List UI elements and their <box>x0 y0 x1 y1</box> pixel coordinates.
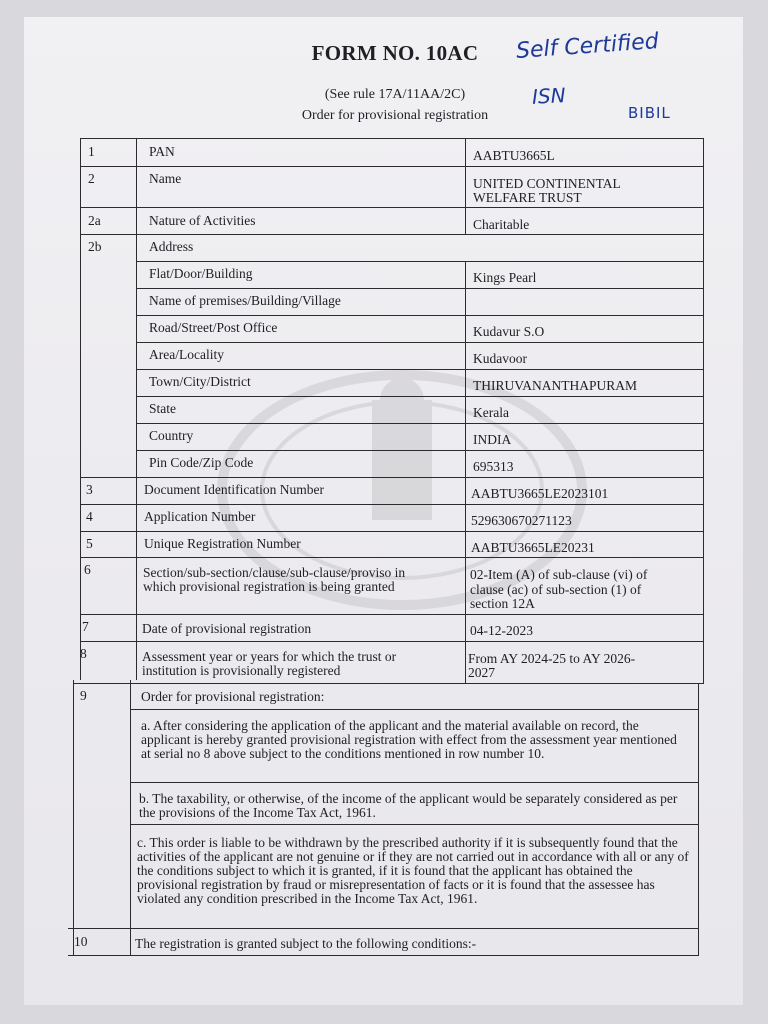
town-value: THIRUVANANTHAPURAM <box>473 378 638 393</box>
row-3-value: AABTU3665LE2023101 <box>471 486 609 501</box>
self-certified-note: Self Certified <box>515 29 660 64</box>
row-6-label-line2: which provisional registration is being granted <box>143 579 395 594</box>
row-4-value: 529630670271123 <box>471 513 572 528</box>
row-4-label: Application Number <box>144 509 256 524</box>
row-7-label: Date of provisional registration <box>142 621 312 636</box>
row-5-label: Unique Registration Number <box>144 536 301 551</box>
row-8-value-line2: 2027 <box>468 665 495 680</box>
form-rule: (See rule 17A/11AA/2C) <box>324 87 466 102</box>
town-label: Town/City/District <box>149 374 251 389</box>
row-5-number: 5 <box>86 536 93 551</box>
row-2b-label: Address <box>149 239 194 254</box>
form-title: FORM NO. 10AC <box>311 41 479 65</box>
row-8-label-line2: institution is provisionally registered <box>142 663 341 678</box>
row-2-value-line2: WELFARE TRUST <box>473 190 582 205</box>
row-1-value: AABTU3665L <box>473 148 555 163</box>
row-8-value-line1: From AY 2024-25 to AY 2026- <box>468 651 636 666</box>
row-2b-number: 2b <box>88 239 102 254</box>
row-4-number: 4 <box>86 509 93 524</box>
pin-value: 695313 <box>473 459 514 474</box>
form-subtitle: Order for provisional registration <box>301 108 489 123</box>
row-9-label: Order for provisional registration: <box>141 689 325 704</box>
state-value: Kerala <box>473 405 509 420</box>
road-label: Road/Street/Post Office <box>149 320 278 335</box>
premises-label: Name of premises/Building/Village <box>149 293 341 308</box>
row-6-value-line3: section 12A <box>470 596 535 611</box>
row-2a-label: Nature of Activities <box>149 213 256 228</box>
row-1-number: 1 <box>88 144 95 159</box>
row-3-label: Document Identification Number <box>144 482 324 497</box>
flat-value: Kings Pearl <box>473 270 537 285</box>
row-5-value: AABTU3665LE20231 <box>471 540 595 555</box>
pin-label: Pin Code/Zip Code <box>149 455 254 470</box>
row-9-clause-a: a. After considering the application of the applicant and the material available on record, the applicant is hereby granted provisional registration with effect from the assessment year mentioned at serial no 8 above subject to the conditions mentioned in row number 10. <box>141 718 677 761</box>
row-2-label: Name <box>149 171 182 186</box>
area-label: Area/Locality <box>149 347 224 362</box>
flat-label: Flat/Door/Building <box>149 266 253 281</box>
row-7-number: 7 <box>82 619 89 634</box>
row-6-value-line1: 02-Item (A) of sub-clause (vi) of <box>470 567 648 582</box>
road-value: Kudavur S.O <box>473 324 545 339</box>
row-6-value-line2: clause (ac) of sub-section (1) of <box>470 582 642 597</box>
handwritten-signature: ISN <box>531 83 567 109</box>
row-10-number: 10 <box>74 934 88 949</box>
row-2-value-line1: UNITED CONTINENTAL <box>473 176 621 191</box>
state-label: State <box>149 401 176 416</box>
row-2-number: 2 <box>88 171 95 186</box>
row-2a-number: 2a <box>88 213 101 228</box>
row-10-label: The registration is granted subject to the following conditions:- <box>135 936 477 951</box>
row-1-label: PAN <box>149 144 175 159</box>
row-2a-value: Charitable <box>473 217 530 232</box>
row-9-clause-c: c. This order is liable to be withdrawn by the prescribed authority if it is subsequently found that the activities of the applicant are not genuine or if they are not carried out in accordance with all or any of the conditions subject to which it is granted, if it is found that the applicant has obtained the provisional registration by fraud or misrepresentation of facts or it is found that the assessee has violated any condition prescribed in the Income Tax Act, 1961. <box>137 835 689 906</box>
row-6-label-line1: Section/sub-section/clause/sub-clause/proviso in <box>143 565 406 580</box>
row-9-clause-b: b. The taxability, or otherwise, of the income of the applicant would be separately considered as per the provisions of the Income Tax Act, 1961. <box>139 791 678 820</box>
country-label: Country <box>149 428 194 443</box>
row-8-label-line1: Assessment year or years for which the trust or <box>142 649 397 664</box>
handwritten-initials: BIBIL <box>628 104 671 122</box>
country-value: INDIA <box>473 432 512 447</box>
row-7-value: 04-12-2023 <box>470 623 533 638</box>
row-3-number: 3 <box>86 482 93 497</box>
row-8-number: 8 <box>80 646 87 661</box>
row-6-number: 6 <box>84 562 91 577</box>
area-value: Kudavoor <box>473 351 527 366</box>
row-9-number: 9 <box>80 688 87 703</box>
